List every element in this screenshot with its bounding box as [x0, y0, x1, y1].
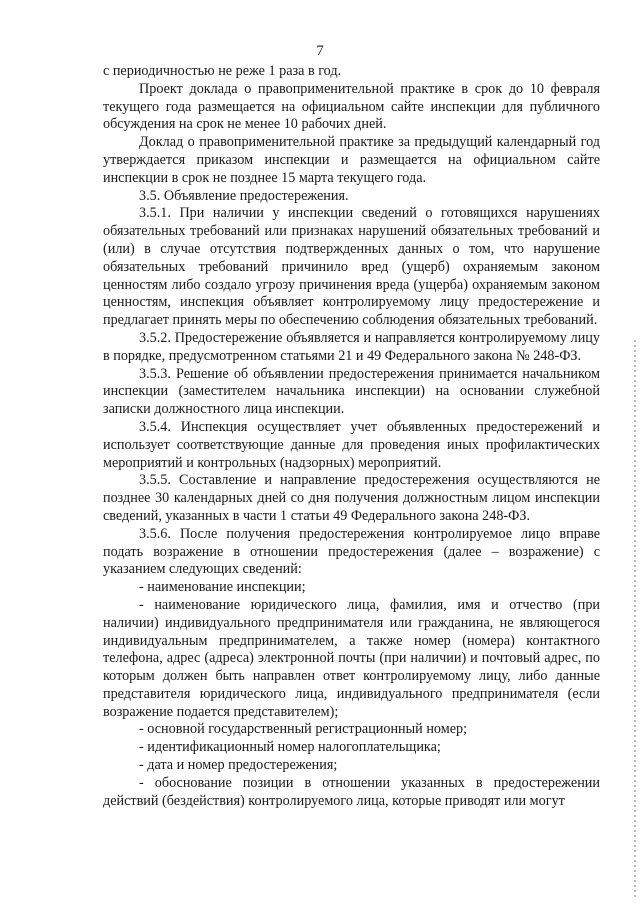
- document-body: [103, 63, 600, 810]
- paragraph: 3.5.1. При наличии у инспекции сведений о готовящихся нарушениях обязательных требований или признаках нарушений обязательных требований и (или) в случае отсутствия подтвержденных данных о том, что нарушение обязательных требований причинило вред (ущерб) охраняемым законом ценностям либо создало угрозу причинения вреда (ущерба) охраняемым законом ценностям, инспекция объявляет контролируемому лицу предостережение и предлагает принять меры по обеспечению соблюдения обязательных требований.: [103, 205, 600, 329]
- paragraph: с периодичностью не реже 1 раза в год.: [103, 63, 342, 79]
- section-heading: 3.5. Объявление предостережения.: [139, 187, 349, 204]
- paragraph: 3.5.6. После получения предостережения контролируемое лицо вправе подать возражение в отношении предостережения (далее – возражение) с указанием следующих сведений:: [103, 525, 600, 578]
- list-item: - основной государственный регистрационный номер;: [139, 721, 468, 738]
- list-item: - идентификационный номер налогоплательщика;: [139, 739, 441, 756]
- list-item: - наименование юридического лица, фамилия, имя и отчество (при наличии) индивидуального предпринимателя или гражданина, не являющегося индивидуальным предпринимателем, а также номер (номера) контактного телефона, адрес (адреса) электронной почты (при наличии) и почтовый адрес, по которым должен быть направлен ответ контролируемому лицу, либо данные представителя юридического лица, индивидуального предпринимателя (если возражение подается представителем);: [103, 596, 600, 720]
- list-item: - обоснование позиции в отношении указанных в предостережении действий (бездействия) контролируемого лица, которые приводят или могут: [103, 774, 600, 809]
- scan-edge-mark: [634, 340, 636, 900]
- paragraph: Проект доклада о правоприменительной практике в срок до 10 февраля текущего года размещается на официальном сайте инспекции для публичного обсуждения на срок не менее 10 рабочих дней.: [103, 80, 600, 133]
- list-item: - наименование инспекции;: [139, 579, 306, 596]
- paragraph: 3.5.5. Составление и направление предостережения осуществляются не позднее 30 календарных дней со дня получения должностным лицом инспекции сведений, указанных в части 1 статьи 49 Федерального закона 248-ФЗ.: [103, 472, 600, 524]
- list-item: - дата и номер предостережения;: [139, 757, 338, 774]
- page-number: 7: [316, 43, 324, 59]
- paragraph: Доклад о правоприменительной практике за предыдущий календарный год утверждается приказом инспекции и размещается на официальном сайте инспекции в срок не позднее 15 марта текущего года.: [103, 134, 600, 186]
- paragraph: 3.5.2. Предостережение объявляется и направляется контролируемому лицу в порядке, предусмотренном статьями 21 и 49 Федерального закона № 248-ФЗ.: [103, 329, 600, 364]
- paragraph: 3.5.4. Инспекция осуществляет учет объявленных предостережений и использует соответствующие данные для проведения иных профилактических мероприятий и контрольных (надзорных) мероприятий.: [103, 418, 600, 471]
- paragraph: 3.5.3. Решение об объявлении предостережения принимается начальником инспекции (заместителем начальника инспекции) на основании служебной записки должностного лица инспекции.: [103, 365, 600, 418]
